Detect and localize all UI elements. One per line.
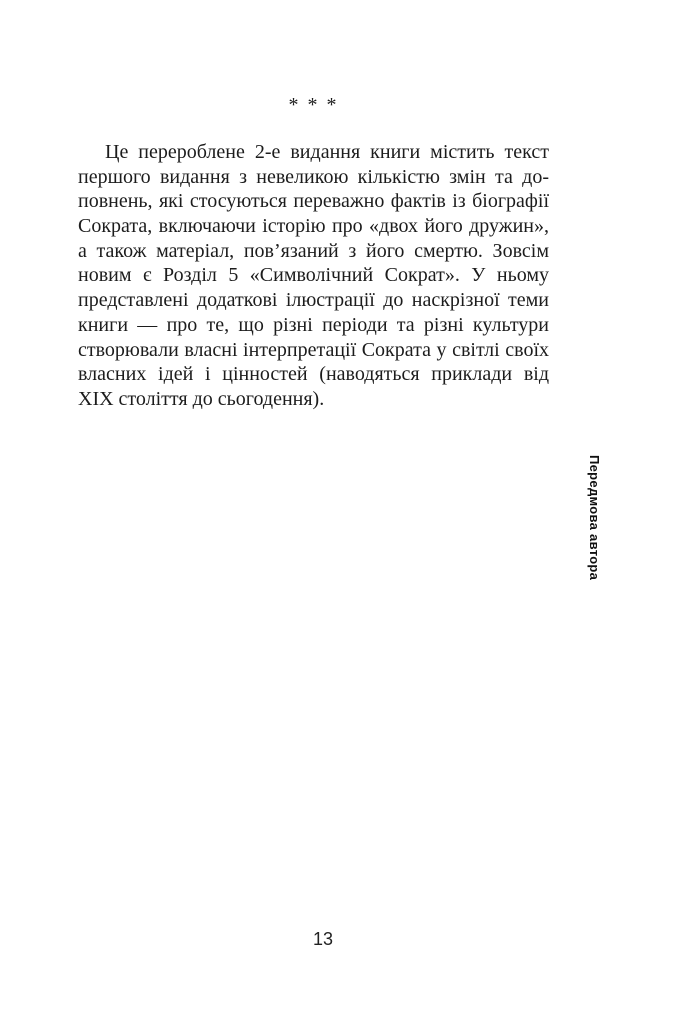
paragraph-line — [78, 140, 549, 165]
running-title-vertical: Передмова автора — [587, 455, 602, 581]
paragraph-line — [78, 189, 549, 214]
page-number: 13 — [312, 929, 334, 949]
paragraph-line — [78, 313, 549, 338]
paragraph-line-text: першого видання з невеликою кількістю змін та до- — [78, 165, 549, 188]
paragraph-line-text: книги — про те, що різні періоди та різні культури — [78, 313, 549, 336]
paragraph-line — [78, 165, 549, 190]
paragraph-line-text: Це перероблене 2-е видання книги містить текст — [105, 141, 549, 163]
paragraph-line — [78, 263, 549, 288]
paragraph-line-text: Сократа, включаючи історію про «двох його дружин», — [78, 215, 549, 238]
section-break-ornament: * * * — [288, 94, 339, 116]
paragraph-line-text: створювали власні інтерпретації Сократа у світлі своїх — [78, 338, 549, 361]
paragraph-line-text: повнень, які стосуються переважно фактів із біографії — [78, 190, 549, 213]
paragraph-last-line — [78, 387, 549, 412]
paragraph-line — [78, 362, 549, 387]
paragraph-line — [78, 288, 549, 313]
paragraph-line — [78, 214, 549, 239]
paragraph-line — [78, 239, 549, 264]
paragraph-line — [78, 338, 549, 363]
paragraph-line-text: XIX століття до сьогодення). — [78, 387, 325, 410]
paragraph-line-text: а також матеріал, пов’язаний з його смертю. Зовсім — [78, 239, 549, 262]
paragraph-line-text: представлені додаткові ілюстрації до наскрізної теми — [78, 289, 549, 312]
paragraph-line-text: новим є Розділ 5 «Символічний Сократ». У ньому — [78, 264, 549, 287]
preface-paragraph — [78, 140, 549, 412]
paragraph-line-text: власних ідей і цінностей (наводяться приклади від — [78, 363, 549, 386]
